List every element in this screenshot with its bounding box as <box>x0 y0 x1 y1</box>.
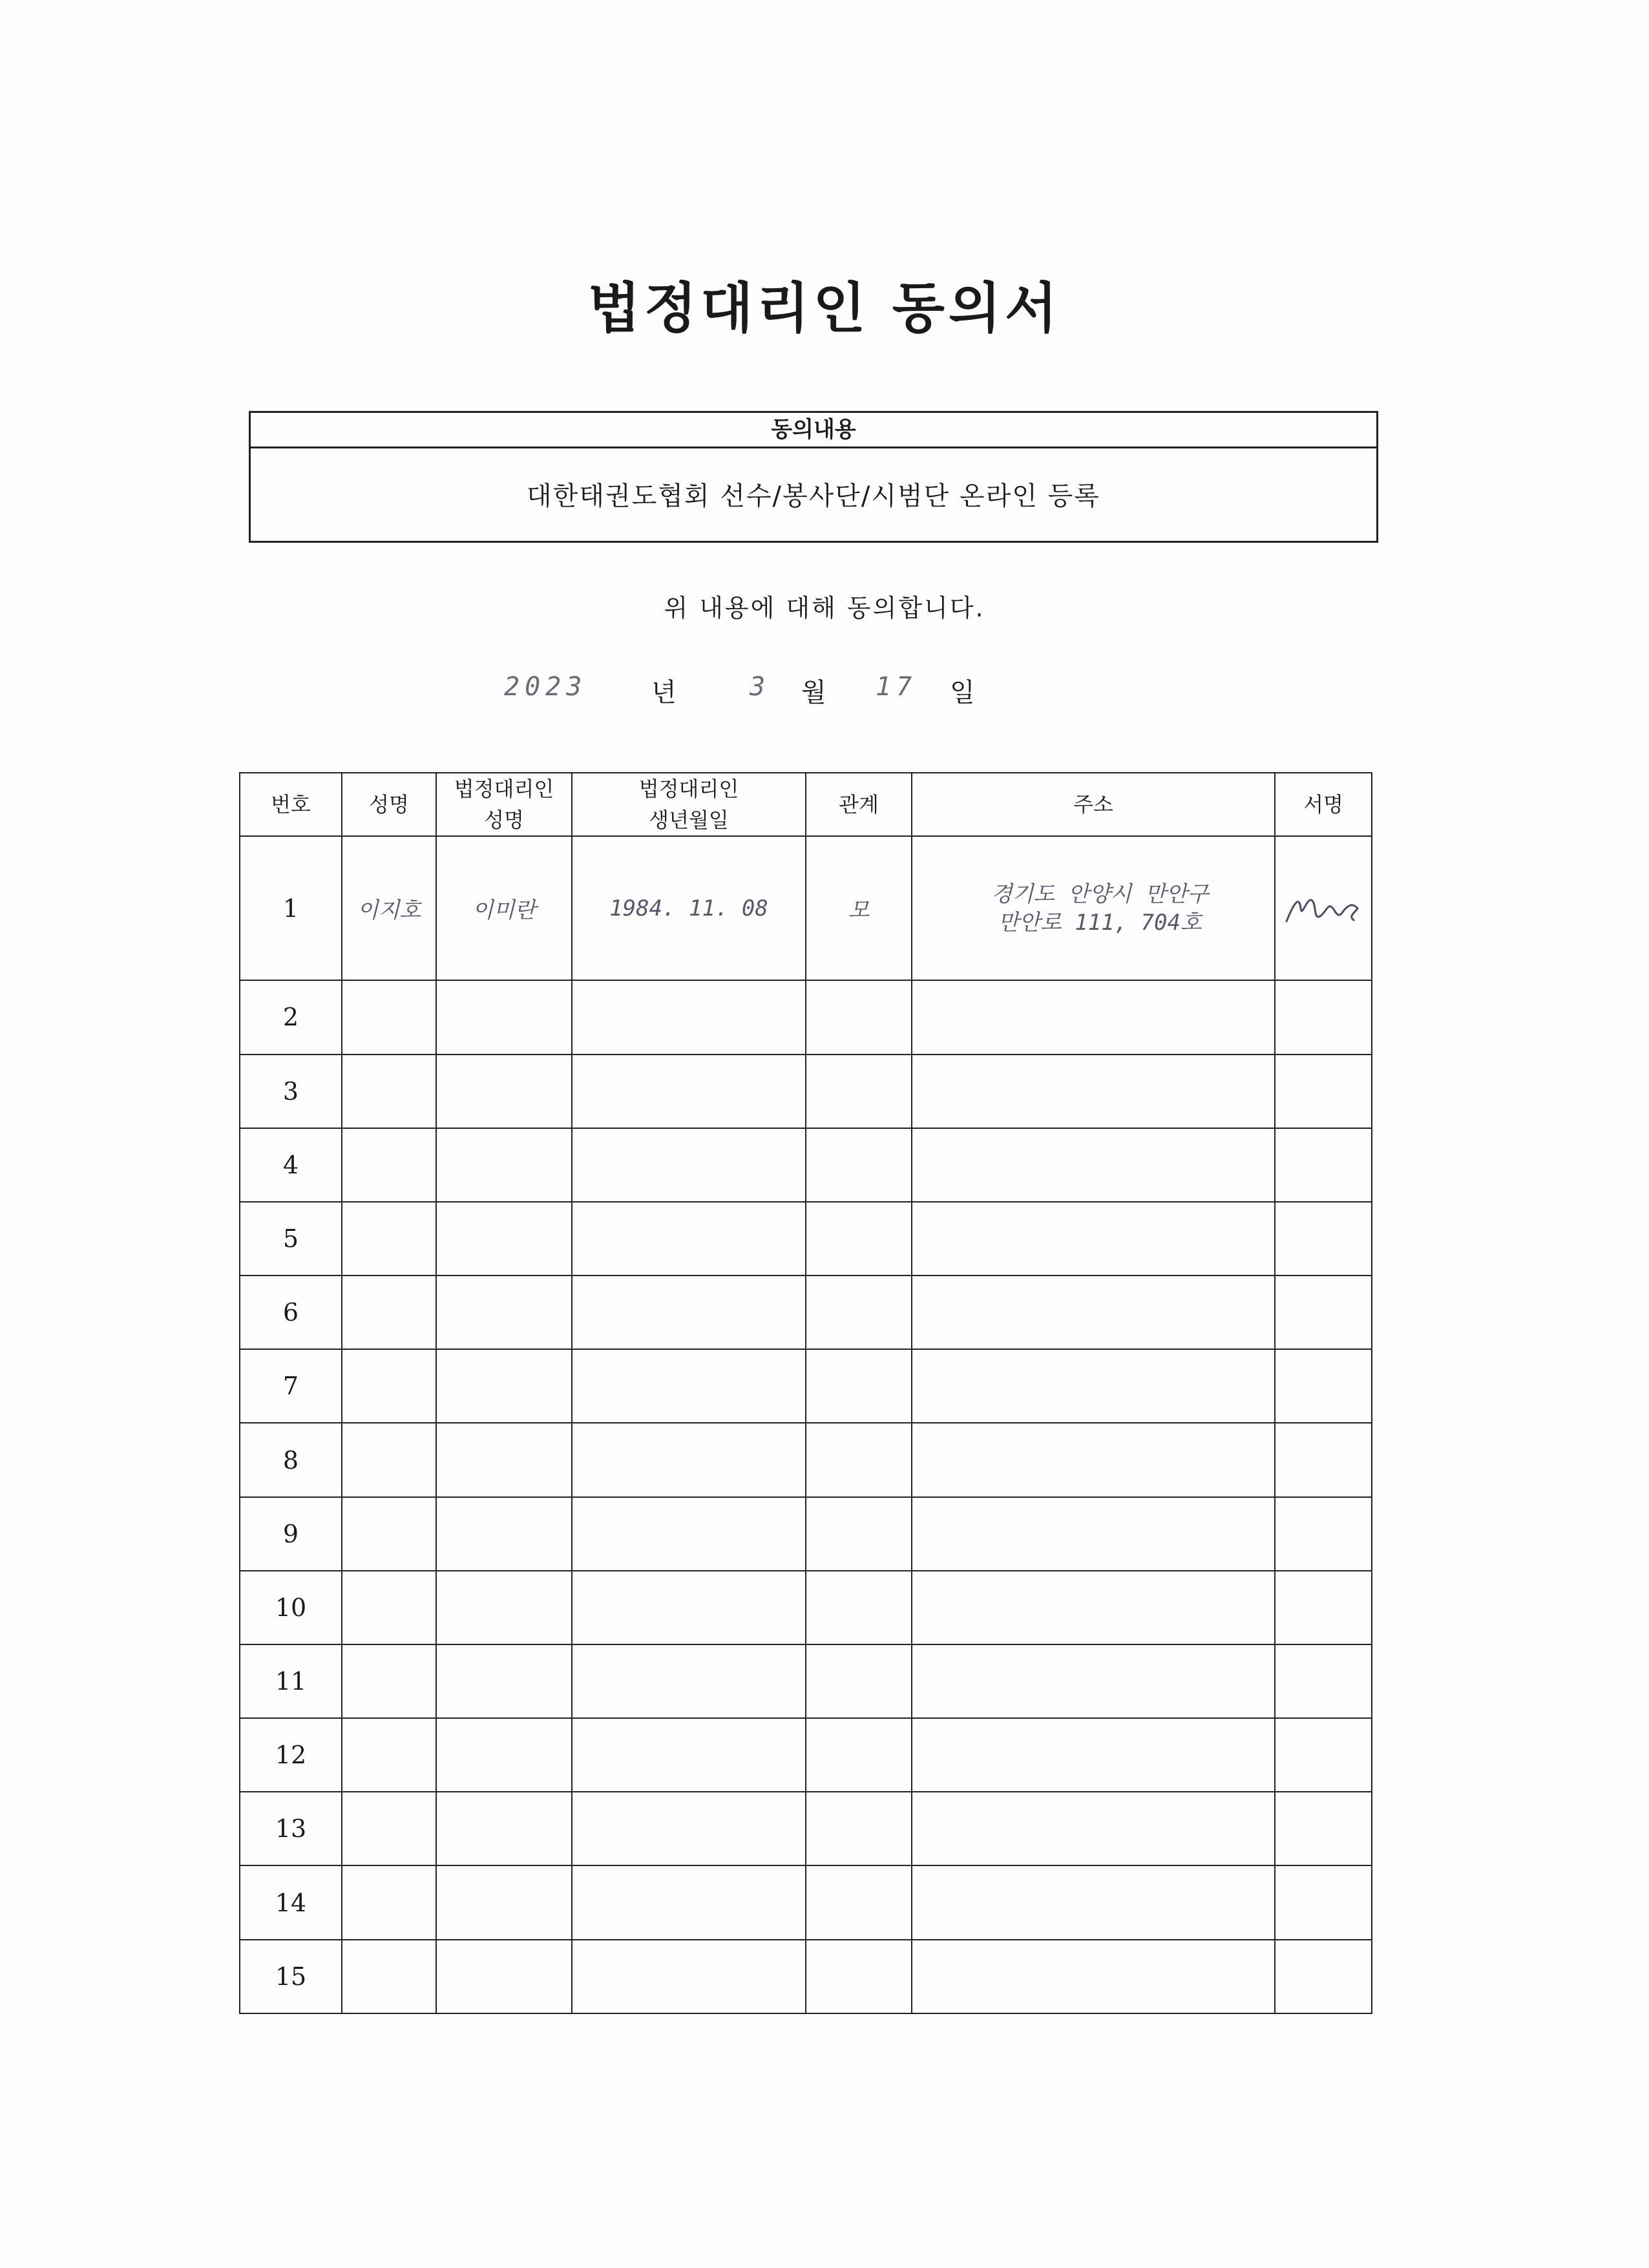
table-row <box>240 1644 1372 1718</box>
row-address <box>912 836 1275 980</box>
table-row <box>240 1940 1372 2013</box>
table-header-row <box>240 773 1372 836</box>
row-address-line1: 경기도 안양시 만안구 <box>991 881 1209 907</box>
row-guardian-name: 이미란 <box>436 836 572 980</box>
table-row <box>240 1792 1372 1865</box>
table-row <box>240 1718 1372 1792</box>
document-title: 법정대리인 동의서 <box>587 277 1062 340</box>
row-number: 12 <box>240 1718 342 1792</box>
row-guardian-birth: 1984. 11. 08 <box>572 836 806 980</box>
header-guardian-birth-line2: 생년월일 <box>649 808 729 832</box>
row-number: 1 <box>240 836 342 980</box>
consent-box <box>249 411 1378 543</box>
table-row <box>240 1276 1372 1349</box>
row-number: 6 <box>240 1276 342 1349</box>
row-relation: 모 <box>806 836 912 980</box>
row-number: 11 <box>240 1644 342 1718</box>
table-row <box>240 1055 1372 1128</box>
row-number: 4 <box>240 1128 342 1202</box>
table-row <box>240 980 1372 1054</box>
date-month-unit: 월 <box>801 678 826 708</box>
consent-body: 대한태권도협회 선수/봉사단/시범단 온라인 등록 <box>527 481 1100 511</box>
header-name: 성명 <box>342 773 436 836</box>
table-row <box>240 1865 1372 1939</box>
row-number: 3 <box>240 1055 342 1128</box>
header-guardian-name-line2: 성명 <box>484 808 524 832</box>
row-address-line2: 만안로 111, 704호 <box>998 909 1202 936</box>
row-number: 8 <box>240 1423 342 1496</box>
table-row <box>240 1128 1372 1202</box>
row-number: 2 <box>240 980 342 1054</box>
row-number: 9 <box>240 1497 342 1571</box>
header-no: 번호 <box>240 773 342 836</box>
table-row <box>240 1571 1372 1644</box>
table-row <box>240 1202 1372 1276</box>
header-signature: 서명 <box>1275 773 1372 836</box>
row-number: 5 <box>240 1202 342 1276</box>
row-number: 10 <box>240 1571 342 1644</box>
consent-header: 동의내용 <box>251 413 1376 448</box>
table-row <box>240 1423 1372 1496</box>
header-guardian-birth-line1: 법정대리인 <box>638 777 739 801</box>
table-row <box>240 1497 1372 1571</box>
registration-table <box>239 772 1372 2014</box>
table-row <box>240 836 1372 980</box>
row-number: 14 <box>240 1865 342 1939</box>
header-guardian-name-line1: 법정대리인 <box>454 777 554 801</box>
row-signature <box>1275 836 1372 980</box>
table-row <box>240 1349 1372 1423</box>
date-month: 3 <box>750 672 771 702</box>
row-number: 13 <box>240 1792 342 1865</box>
row-number: 7 <box>240 1349 342 1423</box>
date-day-unit: 일 <box>950 678 975 708</box>
header-guardian-name <box>436 773 572 836</box>
agreement-statement: 위 내용에 대해 동의합니다. <box>664 594 985 622</box>
date-year: 2023 <box>504 672 587 702</box>
header-address: 주소 <box>912 773 1275 836</box>
date-day: 17 <box>876 672 918 702</box>
row-number: 15 <box>240 1940 342 2013</box>
header-relation: 관계 <box>806 773 912 836</box>
header-guardian-birth <box>572 773 806 836</box>
row-name: 이지호 <box>342 836 436 980</box>
date-year-unit: 년 <box>651 678 677 708</box>
signature-scribble <box>1281 883 1365 934</box>
